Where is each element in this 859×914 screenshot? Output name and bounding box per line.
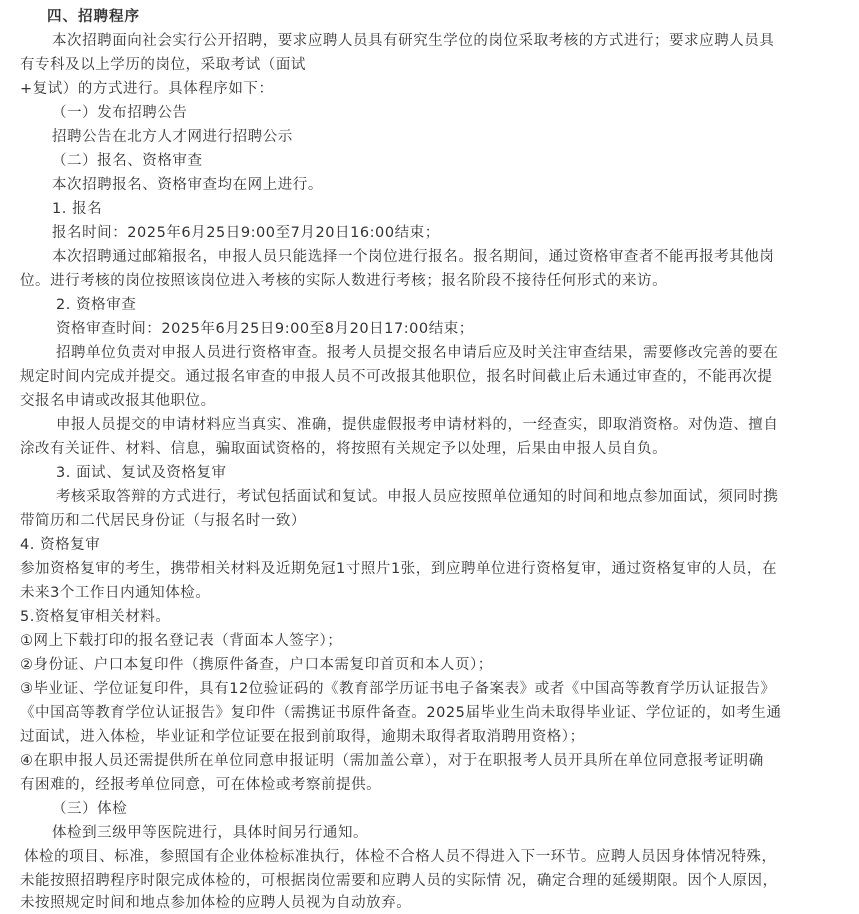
list-item: 《中国高等教育学位认证报告》复印件（需携证书原件备查。2025届毕业生尚未取得毕业证、学位证的，如考生通	[20, 705, 782, 721]
paragraph-line: 未来3个工作日内通知体检。	[20, 585, 211, 601]
paragraph-line: +复试）的方式进行。具体程序如下：	[20, 81, 274, 97]
paragraph-line: 资格审查时间：2025年6月25日9:00至8月20日17:00结束；	[56, 321, 474, 337]
item-heading: 4. 资格复审	[20, 537, 101, 553]
paragraph-line: 位。进行考核的岗位按照该岗位进入考核的实际人数进行考核；报名阶段不接待任何形式的来访。	[20, 273, 668, 289]
list-item: ①网上下载打印的报名登记表（背面本人签字）；	[20, 633, 343, 649]
paragraph-line: 带简历和二代居民身份证（与报名时一致）	[20, 513, 306, 529]
subheading-medical-exam: （三）体检	[52, 801, 128, 817]
paragraph-line: 体检的项目、标准，参照国有企业体检标准执行，体检不合格人员不得进入下一环节。应聘人员因身体情况特殊，	[24, 849, 777, 865]
list-item: ④在职申报人员还需提供所在单位同意申报证明（需加盖公章），对于在职报考人员开具所在单位同意报考证明确	[20, 753, 764, 769]
paragraph-line: 未能按照招聘程序时限完成体检的，可根据岗位需要和应聘人员的实际情 况，确定合理的延缓期限。因个人原因，	[20, 873, 778, 889]
paragraph-line: 未按照规定时间和地点参加体检的应聘人员视为自动放弃。	[20, 895, 412, 911]
list-item: ②身份证、户口本复印件（携原件备查，户口本需复印首页和本人页）；	[20, 657, 493, 673]
subheading-registration: （二）报名、资格审查	[52, 153, 203, 169]
item-heading: 1. 报名	[52, 201, 103, 217]
list-item: 有困难的，经报考单位同意，可在体检或考察前提供。	[20, 777, 382, 793]
paragraph-line: 涂改有关证件、材料、信息，骗取面试资格的，将按照有关规定予以处理，后果由申报人员自负。	[20, 441, 668, 457]
paragraph-line: 招聘单位负责对申报人员进行资格审查。报考人员提交报名申请后应及时关注审查结果，需要修改完善的要在	[56, 345, 779, 361]
paragraph-line: 本次招聘报名、资格审查均在网上进行。	[52, 177, 323, 193]
section-heading: 四、招聘程序	[47, 9, 140, 25]
paragraph-line: 本次招聘通过邮箱报名，申报人员只能选择一个岗位进行报名。报名期间，通过资格审查者不能再报考其他岗	[52, 249, 775, 265]
paragraph-line: 参加资格复审的考生，携带相关材料及近期免冠1寸照片1张，到应聘单位进行资格复审，通过资格复审的人员，在	[20, 561, 777, 577]
item-heading: 2. 资格审查	[56, 297, 137, 313]
item-heading: 5.资格复审相关材料。	[20, 609, 171, 625]
paragraph-line: 报名时间：2025年6月25日9:00至7月20日16:00结束；	[52, 225, 440, 241]
paragraph-line: 考核采取答辩的方式进行，考试包括面试和复试。申报人员应按照单位通知的时间和地点参加面试，须同时携	[56, 489, 779, 505]
paragraph-line: 有专科及以上学历的岗位，采取考试（面试	[20, 57, 306, 73]
subheading-announcement: （一）发布招聘公告	[52, 105, 188, 121]
paragraph-line: 交报名申请或改报其他职位。	[20, 393, 216, 409]
list-item: ③毕业证、学位证复印件，具有12位验证码的《教育部学历证书电子备案表》或者《中国高等教育学历认证报告》	[20, 681, 776, 697]
paragraph-line: 体检到三级甲等医院进行，具体时间另行通知。	[52, 825, 369, 841]
paragraph-line: 申报人员提交的申请材料应当真实、准确，提供虚假报考申请材料的，一经查实，即取消资格。对伪造、擅自	[56, 417, 779, 433]
list-item: 过面试，进入体检，毕业证和学位证要在报到前取得，逾期未取得者取消聘用资格）；	[20, 729, 585, 745]
paragraph-line: 规定时间内完成并提交。通过报名审查的申报人员不可改报其他职位，报名时间截止后未通过审查的，不能再次提	[20, 369, 773, 385]
paragraph-line: 招聘公告在北方人才网进行招聘公示	[52, 129, 293, 145]
item-heading: 3. 面试、复试及资格复审	[56, 465, 227, 481]
paragraph-line: 本次招聘面向社会实行公开招聘，要求应聘人员具有研究生学位的岗位采取考核的方式进行；要求应聘人员具	[52, 33, 775, 49]
